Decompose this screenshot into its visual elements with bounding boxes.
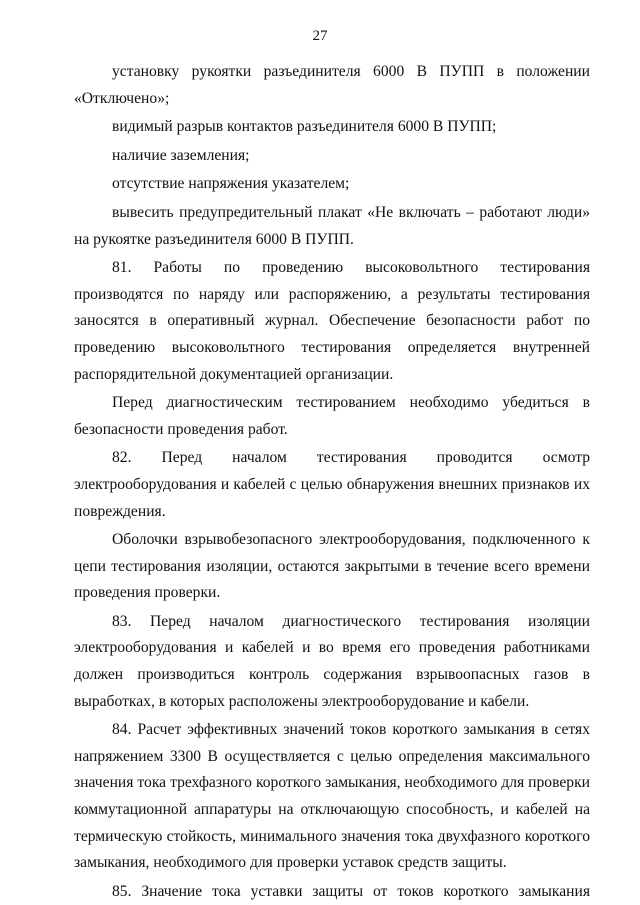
- paragraph-switch-position: установку рукоятки разъединителя 6000 В ПУПП в положении «Отключено»;: [74, 63, 590, 107]
- page-number: 27: [312, 28, 328, 44]
- paragraph-no-voltage: отсутствие напряжения указателем;: [112, 175, 350, 193]
- document-body: [74, 59, 590, 905]
- paragraph-warning-sign: вывесить предупредительный плакат «Не включать – работают люди» на рукоятке разъединителя 6000 В ПУПП.: [74, 203, 590, 248]
- paragraph-enclosures: Оболочки взрывобезопасного электрооборудования, подключенного к цепи тестирования изоляции, остаются закрытыми в течение всего времени проведения проверки.: [74, 531, 590, 602]
- paragraph-before-testing: Перед диагностическим тестированием необходимо убедиться в безопасности проведения работ.: [74, 394, 590, 438]
- paragraph-81: 81. Работы по проведению высоковольтного тестирования производятся по наряду или распоряжению, а результаты тестирования заносятся в оперативный журнал. Обеспечение безопасности работ по проведению высоковольтного тестирования определяется внутренней распорядительной документацией организации.: [74, 259, 590, 383]
- paragraph-grounding: наличие заземления;: [112, 146, 250, 164]
- paragraph-82: 82. Перед началом тестирования проводится осмотр электрооборудования и кабелей с целью обнаружения внешних признаков их повреждения.: [74, 449, 590, 520]
- paragraph-visible-break: видимый разрыв контактов разъединителя 6000 В ПУПП;: [112, 118, 497, 136]
- paragraph-84: 84. Расчет эффективных значений токов короткого замыкания в сетях напряжением 3300 В осуществляется с целью определения максимального значения тока трехфазного короткого замыкания, необходимого для проверки коммутационной аппаратуры на отключающую способность, и кабелей на термическую стойкость, минимального значения тока двухфазного короткого замыкания, необходимого для проверки уставок средств защиты.: [74, 721, 590, 872]
- paragraph-83: 83. Перед началом диагностического тестирования изоляции электрооборудования и кабелей и во время его проведения работниками должен производиться контроль содержания взрывоопасных газов в выработках, в которых расположены электрооборудование и кабели.: [74, 612, 590, 710]
- paragraph-85: 85. Значение тока уставки защиты от токов короткого замыкания: [112, 882, 590, 900]
